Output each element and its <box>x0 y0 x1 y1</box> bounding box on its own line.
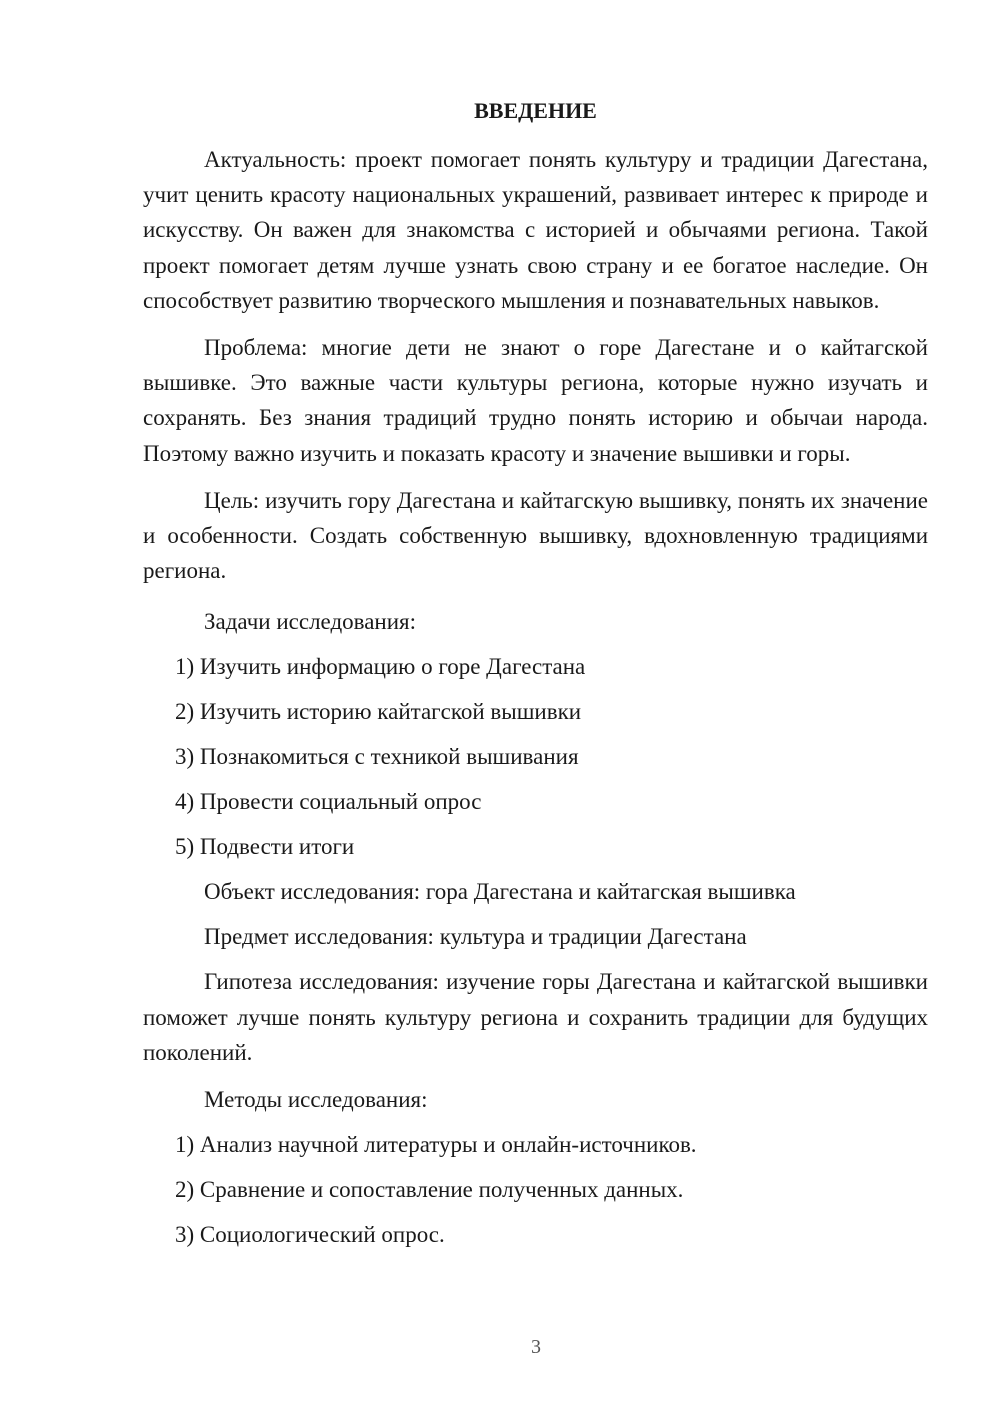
method-item: 1) Анализ научной литературы и онлайн-источников. <box>175 1132 697 1158</box>
task-item: 1) Изучить информацию о горе Дагестана <box>175 654 586 680</box>
methods-list <box>143 1127 928 1252</box>
hypothesis-paragraph: Гипотеза исследования: изучение горы Дагестана и кайтагской вышивки поможет лучше понять культуру региона и сохранить традиции для будущих поколений. <box>143 969 928 1065</box>
page-content <box>143 96 928 1262</box>
tasks-list <box>143 649 928 864</box>
method-item: 2) Сравнение и сопоставление полученных данных. <box>175 1177 684 1203</box>
task-item: 2) Изучить историю кайтагской вышивки <box>175 699 582 725</box>
problem-paragraph: Проблема: многие дети не знают о горе Дагестане и о кайтагской вышивке. Это важные части культуры региона, которые нужно изучать и сохранять. Без знания традиций трудно понять историю и обычаи народа. Поэтому важно изучить и показать красоту и значение вышивки и горы. <box>143 335 928 466</box>
task-item: 5) Подвести итоги <box>175 834 355 860</box>
page-title: ВВЕДЕНИЕ <box>474 98 597 123</box>
goal-paragraph: Цель: изучить гору Дагестана и кайтагскую вышивку, понять их значение и особенности. Создать собственную вышивку, вдохновленную традициями региона. <box>143 487 928 584</box>
methods-heading: Методы исследования: <box>204 1087 428 1113</box>
method-item: 3) Социологический опрос. <box>175 1222 445 1248</box>
tasks-heading: Задачи исследования: <box>204 609 417 635</box>
task-item: 4) Провести социальный опрос <box>175 789 482 815</box>
actuality-paragraph: Актуальность: проект помогает понять культуру и традиции Дагестана, учит ценить красоту национальных украшений, развивает интерес к природе и искусству. Он важен для знакомства с историей и обычаями региона. Такой проект помогает детям лучше узнать свою страну и ее богатое наследие. Он способствует развитию творческого мышления и познавательных навыков. <box>143 147 928 313</box>
page-number: 3 <box>531 1336 541 1358</box>
task-item: 3) Познакомиться с техникой вышивания <box>175 744 579 770</box>
research-object: Объект исследования: гора Дагестана и кайтагская вышивка <box>204 879 796 905</box>
research-subject: Предмет исследования: культура и традиции Дагестана <box>204 924 747 950</box>
